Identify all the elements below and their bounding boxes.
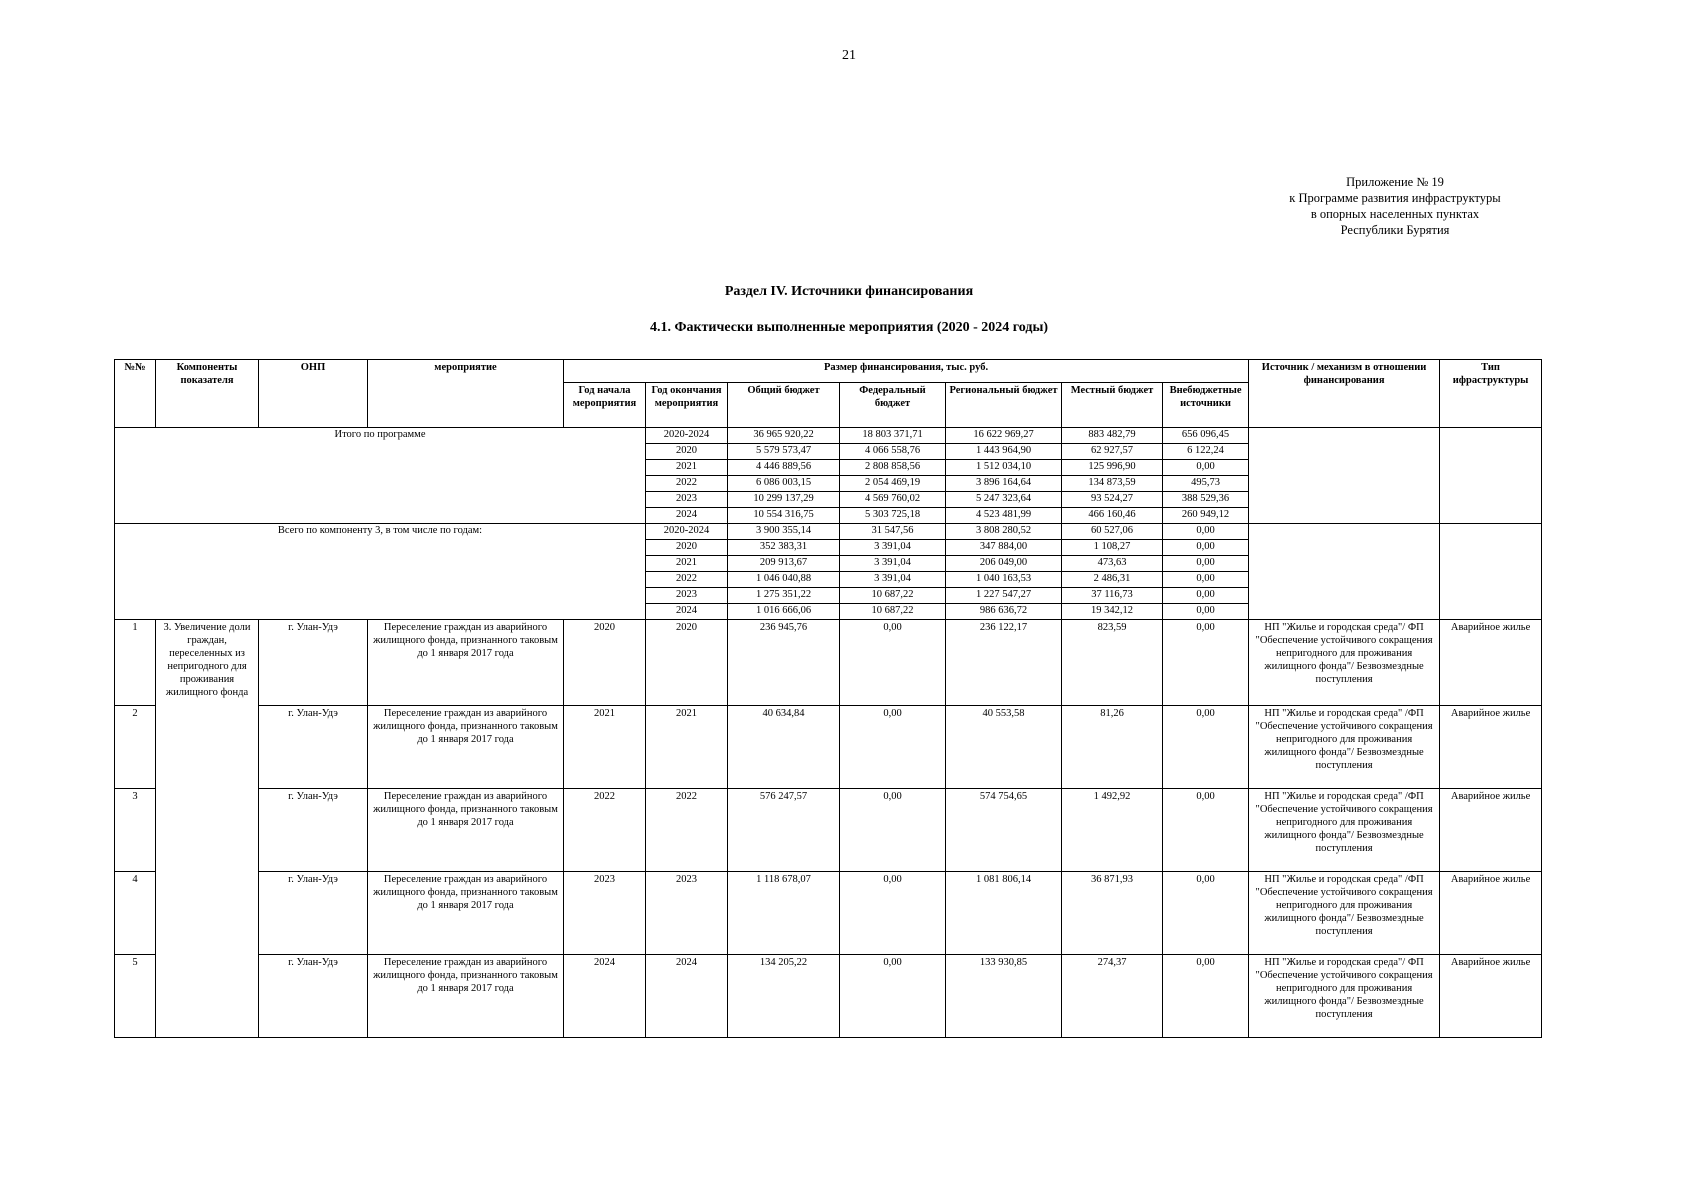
cell-local: 37 116,73: [1062, 588, 1163, 604]
cell-federal: 2 808 858,56: [840, 460, 946, 476]
cell-extra: 6 122,24: [1163, 444, 1249, 460]
cell-local: 36 871,93: [1062, 872, 1163, 955]
table-row: [115, 872, 1542, 955]
cell-num: 4: [115, 872, 156, 955]
cell-source-empty: [1249, 524, 1440, 620]
cell-total: 4 446 889,56: [728, 460, 840, 476]
cell-activity: Переселение граждан из аварийного жилищного фонда, признанного таковым до 1 января 2017 года: [368, 872, 564, 955]
component-total-label: Всего по компоненту 3, в том числе по годам:: [115, 524, 646, 620]
cell-local: 274,37: [1062, 955, 1163, 1038]
cell-year: 2022: [646, 572, 728, 588]
cell-extra: 0,00: [1163, 620, 1249, 706]
cell-onp: г. Улан-Удэ: [259, 955, 368, 1038]
cell-total: 1 118 678,07: [728, 872, 840, 955]
cell-regional: 40 553,58: [946, 706, 1062, 789]
cell-federal: 0,00: [840, 955, 946, 1038]
cell-local: 473,63: [1062, 556, 1163, 572]
cell-regional: 133 930,85: [946, 955, 1062, 1038]
cell-total: 1 046 040,88: [728, 572, 840, 588]
section-title: Раздел IV. Источники финансирования: [724, 284, 974, 299]
cell-extra: 0,00: [1163, 955, 1249, 1038]
cell-regional: 347 884,00: [946, 540, 1062, 556]
cell-federal: 31 547,56: [840, 524, 946, 540]
cell-total: 209 913,67: [728, 556, 840, 572]
cell-end: 2022: [646, 789, 728, 872]
cell-year: 2023: [646, 588, 728, 604]
cell-total: 134 205,22: [728, 955, 840, 1038]
header-local: Местный бюджет: [1062, 383, 1163, 428]
cell-extra: 0,00: [1163, 540, 1249, 556]
cell-start: 2020: [564, 620, 646, 706]
annex-note: [1230, 174, 1560, 238]
cell-regional: 4 523 481,99: [946, 508, 1062, 524]
subsection-title: 4.1. Фактически выполненные мероприятия (2020 - 2024 годы): [649, 320, 1049, 335]
cell-total: 6 086 003,15: [728, 476, 840, 492]
header-onp: ОНП: [259, 360, 368, 428]
cell-num: 5: [115, 955, 156, 1038]
table-row: [115, 955, 1542, 1038]
summary-row: [115, 428, 1542, 444]
cell-federal: 10 687,22: [840, 604, 946, 620]
cell-end: 2024: [646, 955, 728, 1038]
cell-start: 2023: [564, 872, 646, 955]
cell-regional: 1 227 547,27: [946, 588, 1062, 604]
cell-type-empty: [1440, 524, 1542, 620]
cell-type: Аварийное жилье: [1440, 872, 1542, 955]
page-number: 21: [842, 48, 856, 63]
cell-num: 1: [115, 620, 156, 706]
cell-total: 236 945,76: [728, 620, 840, 706]
annex-line: к Программе развития инфраструктуры: [1289, 191, 1501, 205]
cell-type: Аварийное жилье: [1440, 955, 1542, 1038]
cell-year: 2024: [646, 508, 728, 524]
cell-local: 823,59: [1062, 620, 1163, 706]
cell-source: НП "Жилье и городская среда" /ФП "Обеспечение устойчивого сокращения непригодного для проживания жилищного фонда"/ Безвозмездные поступления: [1249, 706, 1440, 789]
cell-onp: г. Улан-Удэ: [259, 872, 368, 955]
cell-extra: 0,00: [1163, 588, 1249, 604]
header-federal: Федеральный бюджет: [840, 383, 946, 428]
cell-onp: г. Улан-Удэ: [259, 789, 368, 872]
cell-local: 1 492,92: [1062, 789, 1163, 872]
cell-type: Аварийное жилье: [1440, 620, 1542, 706]
header-year-end: Год окончания мероприятия: [646, 383, 728, 428]
cell-extra: 0,00: [1163, 524, 1249, 540]
cell-extra: 0,00: [1163, 556, 1249, 572]
cell-total: 40 634,84: [728, 706, 840, 789]
cell-year: 2020-2024: [646, 524, 728, 540]
cell-onp: г. Улан-Удэ: [259, 620, 368, 706]
cell-extra: 388 529,36: [1163, 492, 1249, 508]
cell-regional: 1 443 964,90: [946, 444, 1062, 460]
cell-year: 2022: [646, 476, 728, 492]
cell-regional: 574 754,65: [946, 789, 1062, 872]
cell-local: 60 527,06: [1062, 524, 1163, 540]
cell-total: 1 016 666,06: [728, 604, 840, 620]
cell-activity: Переселение граждан из аварийного жилищного фонда, признанного таковым до 1 января 2017 года: [368, 789, 564, 872]
annex-line: Приложение № 19: [1346, 175, 1444, 189]
financing-table: [114, 359, 1542, 1038]
cell-federal: 0,00: [840, 789, 946, 872]
cell-total: 576 247,57: [728, 789, 840, 872]
cell-total: 352 383,31: [728, 540, 840, 556]
cell-local: 2 486,31: [1062, 572, 1163, 588]
table-row: [115, 706, 1542, 789]
cell-extra: 0,00: [1163, 460, 1249, 476]
cell-federal: 0,00: [840, 620, 946, 706]
cell-extra: 260 949,12: [1163, 508, 1249, 524]
cell-total: 5 579 573,47: [728, 444, 840, 460]
cell-year: 2023: [646, 492, 728, 508]
cell-num: 3: [115, 789, 156, 872]
header-regional: Региональный бюджет: [946, 383, 1062, 428]
cell-local: 1 108,27: [1062, 540, 1163, 556]
cell-onp: г. Улан-Удэ: [259, 706, 368, 789]
annex-line: Республики Бурятия: [1340, 223, 1450, 237]
cell-federal: 4 066 558,76: [840, 444, 946, 460]
cell-total: 1 275 351,22: [728, 588, 840, 604]
cell-regional: 986 636,72: [946, 604, 1062, 620]
cell-extra: 656 096,45: [1163, 428, 1249, 444]
cell-federal: 5 303 725,18: [840, 508, 946, 524]
cell-regional: 3 896 164,64: [946, 476, 1062, 492]
cell-regional: 3 808 280,52: [946, 524, 1062, 540]
cell-start: 2021: [564, 706, 646, 789]
cell-source: НП "Жилье и городская среда" /ФП "Обеспечение устойчивого сокращения непригодного для проживания жилищного фонда"/ Безвозмездные поступления: [1249, 789, 1440, 872]
cell-local: 466 160,46: [1062, 508, 1163, 524]
cell-local: 93 524,27: [1062, 492, 1163, 508]
header-extra: Внебюджетные источники: [1163, 383, 1249, 428]
cell-total: 10 299 137,29: [728, 492, 840, 508]
table-row: [115, 620, 1542, 706]
cell-federal: 3 391,04: [840, 572, 946, 588]
header-funding: Размер финансирования, тыс. руб.: [564, 360, 1249, 383]
header-type: Тип ифраструктуры: [1440, 360, 1542, 428]
cell-activity: Переселение граждан из аварийного жилищного фонда, признанного таковым до 1 января 2017 года: [368, 955, 564, 1038]
cell-extra: 495,73: [1163, 476, 1249, 492]
cell-end: 2023: [646, 872, 728, 955]
cell-source: НП "Жилье и городская среда"/ ФП "Обеспечение устойчивого сокращения непригодного для проживания жилищного фонда"/ Безвозмездные поступления: [1249, 955, 1440, 1038]
cell-federal: 10 687,22: [840, 588, 946, 604]
cell-year: 2021: [646, 460, 728, 476]
cell-year: 2024: [646, 604, 728, 620]
header-activity: мероприятие: [368, 360, 564, 428]
cell-extra: 0,00: [1163, 604, 1249, 620]
header-component: Компоненты показателя: [156, 360, 259, 428]
annex-line: в опорных населенных пунктах: [1310, 207, 1480, 221]
cell-total: 36 965 920,22: [728, 428, 840, 444]
cell-regional: 16 622 969,27: [946, 428, 1062, 444]
cell-type: Аварийное жилье: [1440, 789, 1542, 872]
cell-regional: 5 247 323,64: [946, 492, 1062, 508]
cell-regional: 1 040 163,53: [946, 572, 1062, 588]
cell-end: 2021: [646, 706, 728, 789]
program-total-label: Итого по программе: [115, 428, 646, 524]
cell-end: 2020: [646, 620, 728, 706]
summary-row: [115, 524, 1542, 540]
cell-extra: 0,00: [1163, 872, 1249, 955]
cell-local: 81,26: [1062, 706, 1163, 789]
cell-extra: 0,00: [1163, 572, 1249, 588]
cell-federal: 18 803 371,71: [840, 428, 946, 444]
cell-extra: 0,00: [1163, 789, 1249, 872]
cell-federal: 4 569 760,02: [840, 492, 946, 508]
cell-local: 62 927,57: [1062, 444, 1163, 460]
cell-total: 3 900 355,14: [728, 524, 840, 540]
cell-activity: Переселение граждан из аварийного жилищного фонда, признанного таковым до 1 января 2017 года: [368, 620, 564, 706]
header-num: №№: [115, 360, 156, 428]
table-row: [115, 789, 1542, 872]
cell-num: 2: [115, 706, 156, 789]
cell-federal: 3 391,04: [840, 556, 946, 572]
cell-federal: 0,00: [840, 872, 946, 955]
header-source: Источник / механизм в отношении финансирования: [1249, 360, 1440, 428]
cell-regional: 206 049,00: [946, 556, 1062, 572]
cell-local: 19 342,12: [1062, 604, 1163, 620]
cell-type: Аварийное жилье: [1440, 706, 1542, 789]
cell-source: НП "Жилье и городская среда" /ФП "Обеспечение устойчивого сокращения непригодного для проживания жилищного фонда"/ Безвозмездные поступления: [1249, 872, 1440, 955]
cell-start: 2024: [564, 955, 646, 1038]
cell-regional: 1 512 034,10: [946, 460, 1062, 476]
cell-year: 2021: [646, 556, 728, 572]
cell-type-empty: [1440, 428, 1542, 524]
cell-year: 2020: [646, 540, 728, 556]
cell-start: 2022: [564, 789, 646, 872]
cell-year: 2020-2024: [646, 428, 728, 444]
cell-federal: 2 054 469,19: [840, 476, 946, 492]
cell-source: НП "Жилье и городская среда"/ ФП "Обеспечение устойчивого сокращения непригодного для проживания жилищного фонда"/ Безвозмездные поступления: [1249, 620, 1440, 706]
cell-activity: Переселение граждан из аварийного жилищного фонда, признанного таковым до 1 января 2017 года: [368, 706, 564, 789]
cell-extra: 0,00: [1163, 706, 1249, 789]
cell-source-empty: [1249, 428, 1440, 524]
cell-local: 134 873,59: [1062, 476, 1163, 492]
header-year-start: Год начала мероприятия: [564, 383, 646, 428]
header-total: Общий бюджет: [728, 383, 840, 428]
cell-year: 2020: [646, 444, 728, 460]
cell-federal: 3 391,04: [840, 540, 946, 556]
cell-local: 883 482,79: [1062, 428, 1163, 444]
cell-local: 125 996,90: [1062, 460, 1163, 476]
cell-total: 10 554 316,75: [728, 508, 840, 524]
cell-regional: 236 122,17: [946, 620, 1062, 706]
cell-component: 3. Увеличение доли граждан, переселенных из непригодного для проживания жилищного фонда: [156, 620, 259, 1038]
cell-regional: 1 081 806,14: [946, 872, 1062, 955]
cell-federal: 0,00: [840, 706, 946, 789]
